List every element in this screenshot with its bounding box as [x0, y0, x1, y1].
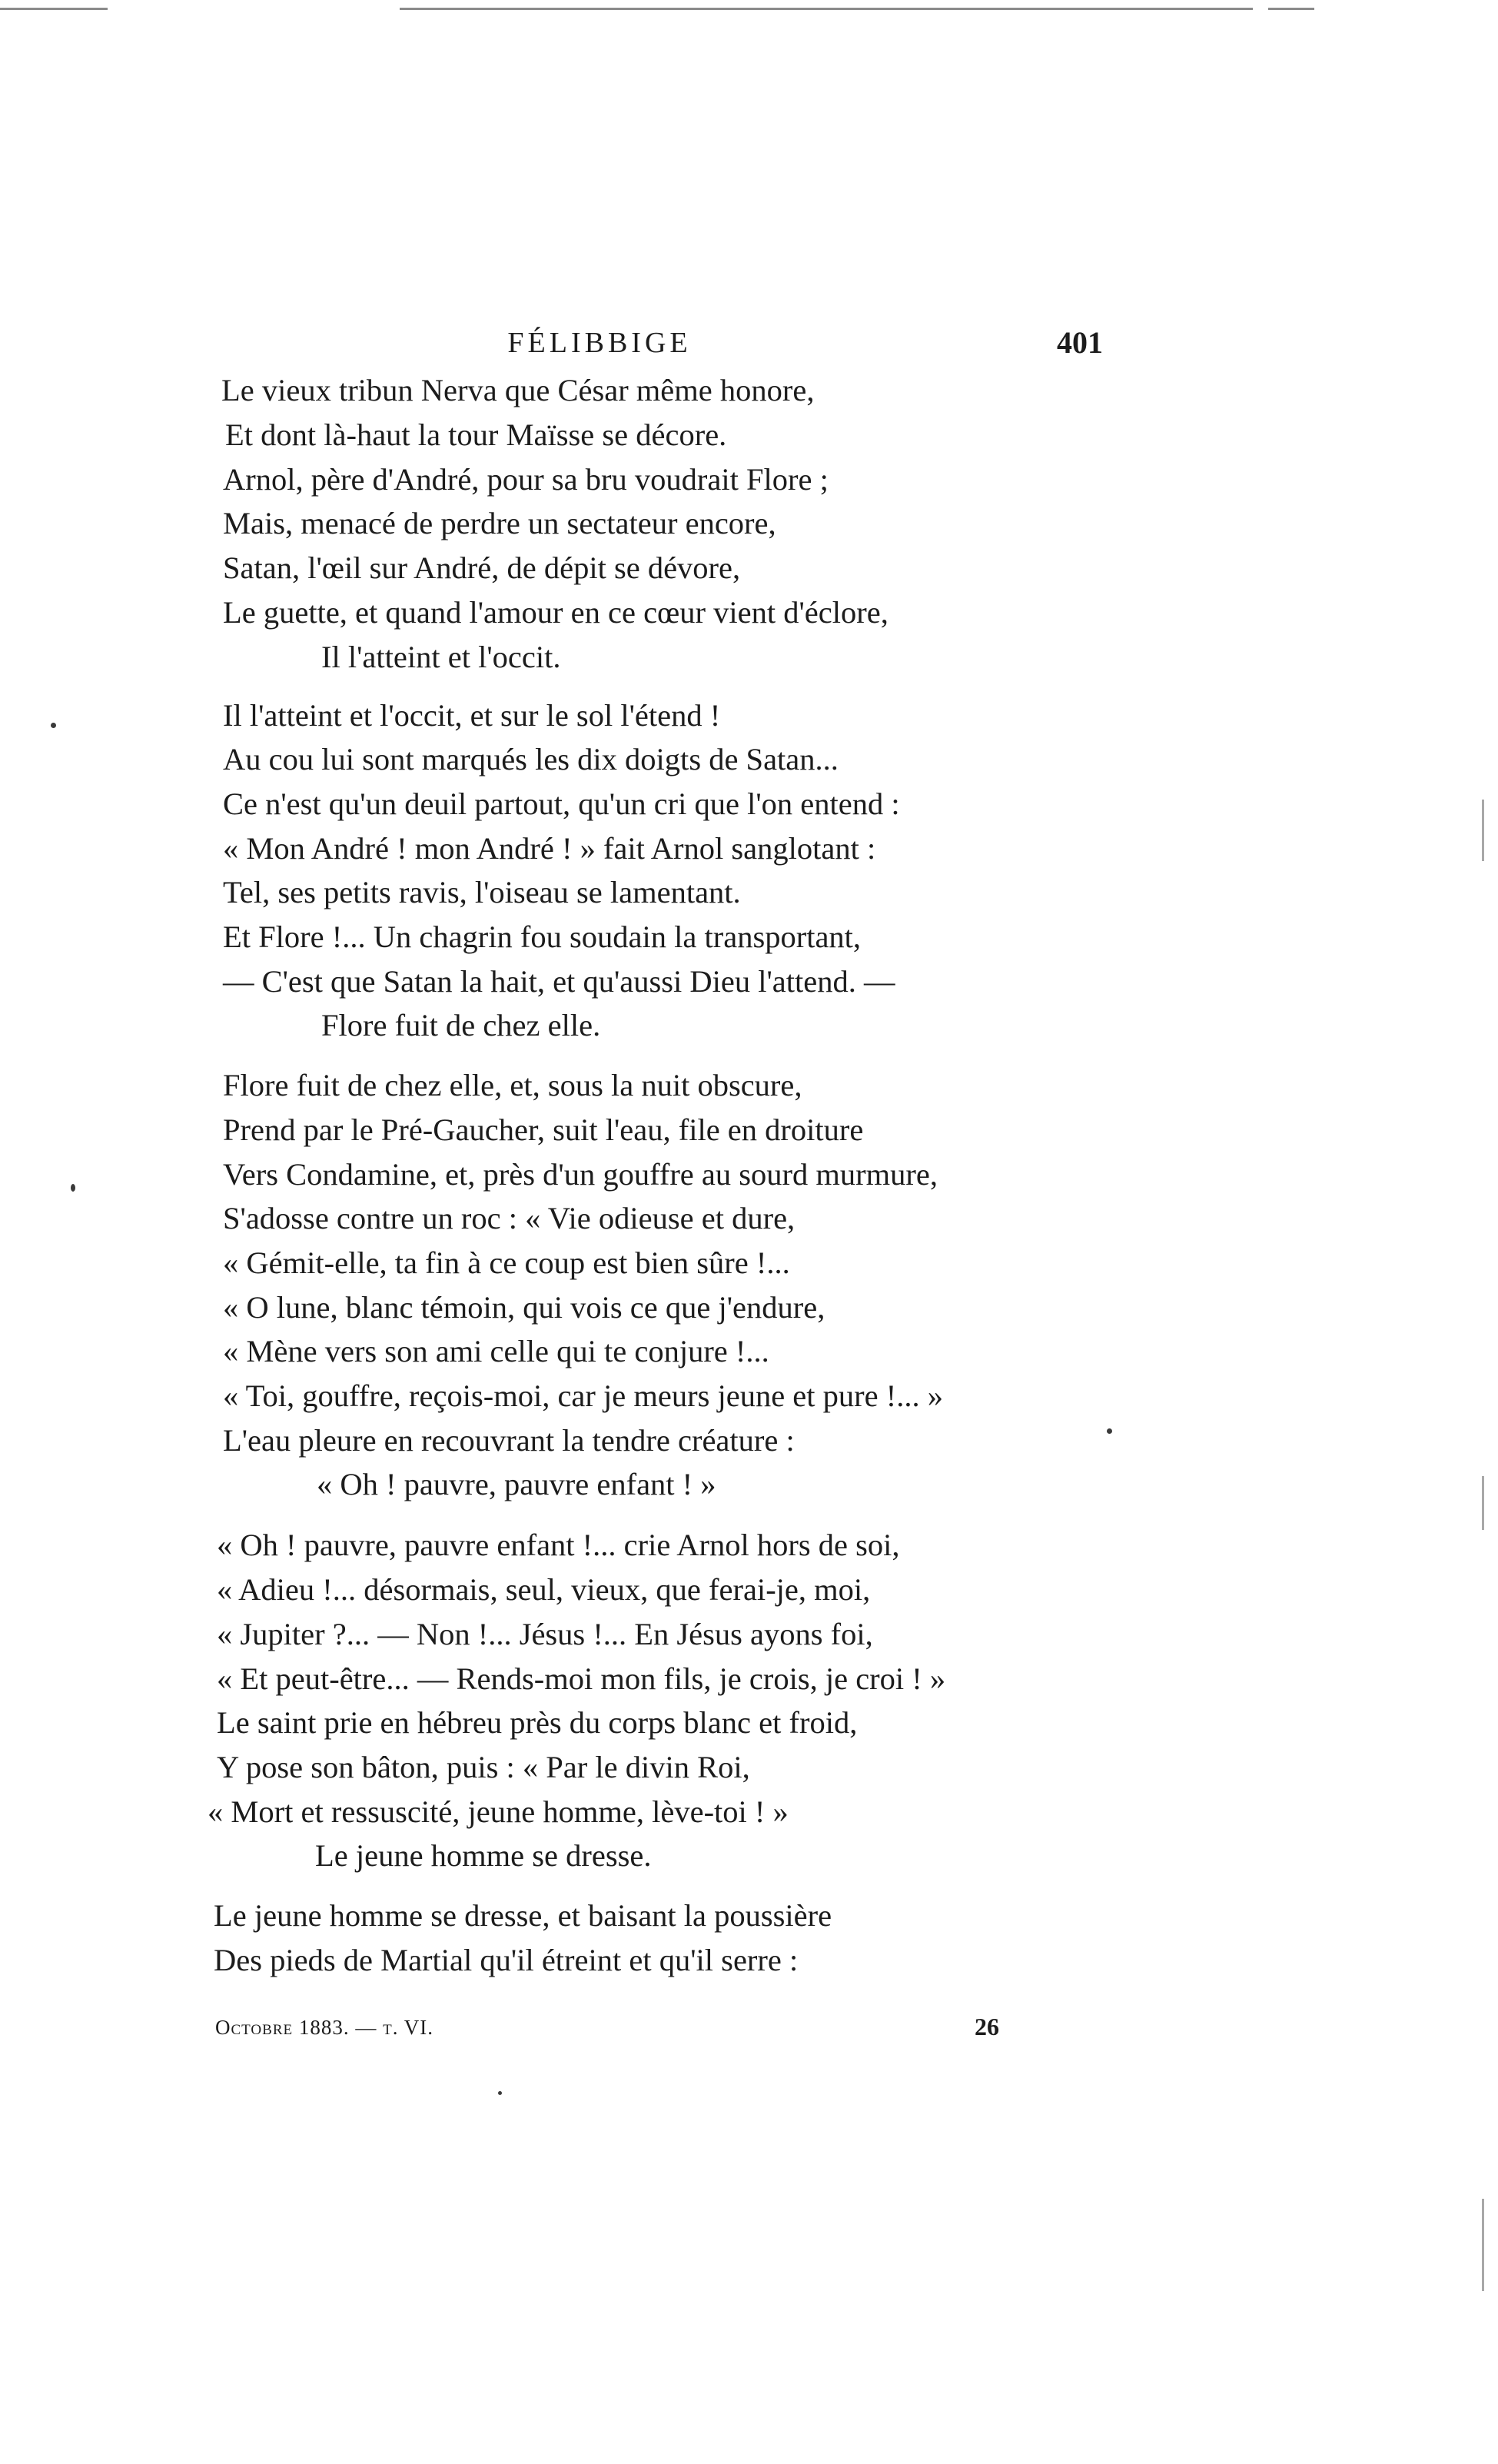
verse-line: Au cou lui sont marqués les dix doigts de Satan...	[223, 742, 839, 776]
verse-line: « Gémit-elle, ta fin à ce coup est bien sûre !...	[223, 1245, 790, 1280]
verse-line: « Mort et ressuscité, jeune homme, lève-toi ! »	[208, 1794, 789, 1829]
page-footer	[215, 2013, 999, 2047]
verse-line: Tel, ses petits ravis, l'oiseau se lamentant.	[223, 875, 741, 909]
right-scan-edge	[1482, 2199, 1484, 2291]
verse-line: « Jupiter ?... — Non !... Jésus !... En Jésus ayons foi,	[217, 1617, 873, 1651]
verse-line: Le vieux tribun Nerva que César même honore,	[221, 373, 815, 407]
right-scan-edge	[1482, 800, 1484, 861]
verse-line: Prend par le Pré-Gaucher, suit l'eau, file en droiture	[223, 1112, 864, 1147]
ink-speck	[51, 723, 56, 728]
verse-line: « Adieu !... désormais, seul, vieux, que ferai-je, moi,	[217, 1572, 871, 1607]
verse-line: « Mène vers son ami celle qui te conjure !...	[223, 1334, 769, 1368]
running-title: FÉLIBBIGE	[507, 327, 692, 359]
top-scan-rule	[0, 8, 108, 10]
verse-line: Le saint prie en hébreu près du corps blanc et froid,	[217, 1705, 858, 1740]
verse-line: Le guette, et quand l'amour en ce cœur vient d'éclore,	[223, 595, 889, 630]
right-scan-edge	[1482, 1476, 1484, 1530]
verse-line: « Et peut-être... — Rends-moi mon fils, je crois, je croi ! »	[217, 1661, 946, 1696]
page-header	[215, 321, 1103, 367]
verse-line: Le jeune homme se dresse, et baisant la poussière	[214, 1898, 832, 1933]
ink-speck	[71, 1184, 75, 1192]
verse-line: Et Flore !... Un chagrin fou soudain la transportant,	[223, 919, 862, 954]
top-scan-rule	[400, 8, 1253, 10]
top-scan-rule	[1268, 8, 1314, 10]
verse-line: « Mon André ! mon André ! » fait Arnol sanglotant :	[223, 831, 876, 866]
verse-line: L'eau pleure en recouvrant la tendre créature :	[223, 1423, 795, 1458]
verse-line: Il l'atteint et l'occit.	[321, 640, 561, 674]
verse-line: Le jeune homme se dresse.	[315, 1838, 652, 1873]
verse-line: Flore fuit de chez elle, et, sous la nuit obscure,	[223, 1068, 802, 1102]
verse-line: Arnol, père d'André, pour sa bru voudrait Flore ;	[223, 462, 829, 497]
verse-line: « Oh ! pauvre, pauvre enfant !... crie Arnol hors de soi,	[217, 1528, 900, 1562]
verse-line: Ce n'est qu'un deuil partout, qu'un cri que l'on entend :	[223, 786, 900, 821]
verse-line: Satan, l'œil sur André, de dépit se dévore,	[223, 550, 741, 585]
verse-line: Y pose son bâton, puis : « Par le divin Roi,	[217, 1750, 750, 1784]
verse-line: « Toi, gouffre, reçois-moi, car je meurs jeune et pure !... »	[223, 1378, 943, 1413]
verse-line: Il l'atteint et l'occit, et sur le sol l'étend !	[223, 698, 721, 733]
verse-line: « O lune, blanc témoin, qui vois ce que j'endure,	[223, 1290, 825, 1325]
verse-line: Et dont là-haut la tour Maïsse se décore.	[225, 417, 727, 452]
verse-line: « Oh ! pauvre, pauvre enfant ! »	[317, 1467, 716, 1501]
verse-line: Flore fuit de chez elle.	[321, 1008, 601, 1042]
page-number: 401	[1057, 325, 1103, 360]
verse-line: S'adosse contre un roc : « Vie odieuse et dure,	[223, 1201, 796, 1235]
ink-speck	[498, 2091, 502, 2095]
verse-line: — C'est que Satan la hait, et qu'aussi Dieu l'attend. —	[223, 964, 895, 999]
verse-line: Vers Condamine, et, près d'un gouffre au sourd murmure,	[223, 1157, 938, 1192]
signature-mark: 26	[975, 2013, 999, 2040]
footer-date-volume: Octobre 1883. — t. VI.	[215, 2016, 433, 2039]
ink-speck	[1107, 1428, 1112, 1434]
verse-line: Mais, menacé de perdre un sectateur encore,	[223, 506, 776, 540]
verse-line: Des pieds de Martial qu'il étreint et qu'il serre :	[214, 1943, 799, 1977]
